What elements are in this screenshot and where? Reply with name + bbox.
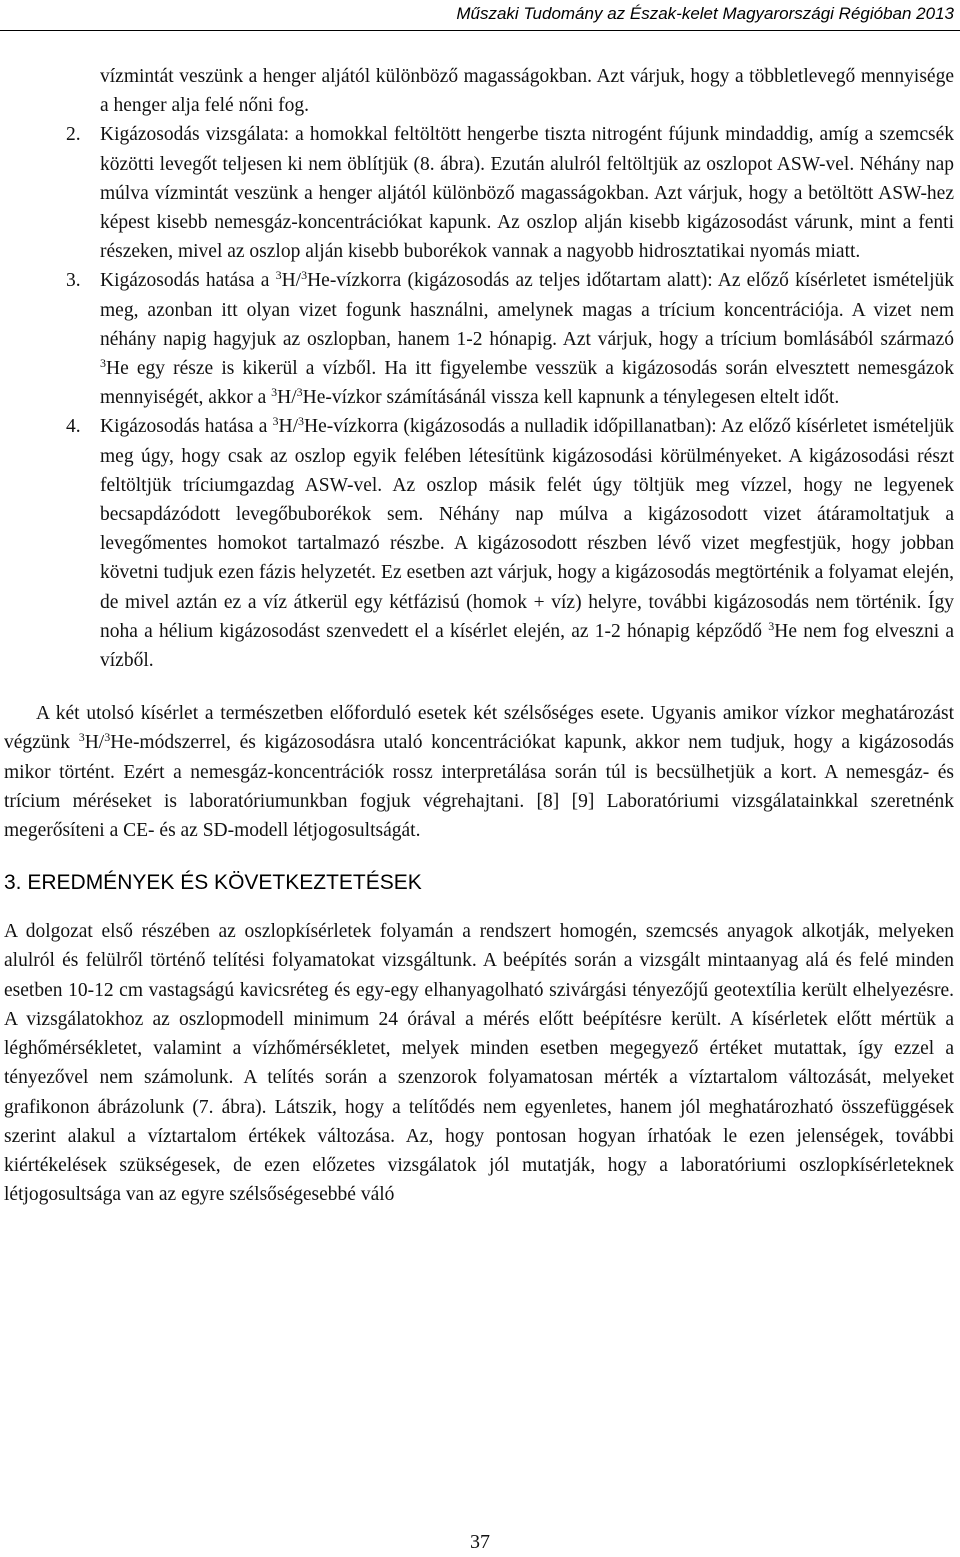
summary-paragraph (0, 699, 960, 845)
text-run: He-módszerrel, és kigázosodásra utaló koncentrációkat kapunk, akkor nem tudjuk, hogy a kigázosodás mikor történt. Ezért a nemesgáz-koncentrációk rossz interpretálása során túl is becsülhetjük a kort. A nemesgáz- és trícium méréseket is laboratóriumunkban fogjuk végrehajtani. [8] [9] Laboratóriumi vizsgálatainkkal szeretnénk megerősíteni a CE- és az SD-modell létjogosultságát. (4, 732, 955, 842)
page-number: 37 (470, 1531, 490, 1553)
text-run: He-vízkor számításánál vissza kell kapnunk a ténylegesen eltelt időt. (302, 387, 840, 409)
continuation-paragraph: vízmintát veszünk a henger aljától különböző magasságokban. Azt várjuk, hogy a többletlevegő mennyisége a henger alja felé nőni fog. (100, 66, 954, 117)
text-run: A két utolsó kísérlet a természetben előforduló esetek két szélsőséges esete. Ugyanis amikor vízkor meghatározást végzünk (4, 703, 954, 754)
list-item (0, 120, 960, 266)
item-number: 4. (66, 416, 81, 438)
text-run: He-vízkorra (kigázosodás az teljes időtartam alatt): Az előző kísérletet ismételjük meg, azonban itt olyan vizet fogunk használni, amelynek magas a trícium koncentrációja. A vizet nem néhány napig hagyjuk az oszlopban, hanem 1-2 hónapig. Azt várjuk, hogy a trícium bomlásából származó (100, 270, 954, 350)
item-number: 3. (66, 270, 81, 292)
superscript: 3 (104, 730, 111, 745)
list-item (0, 412, 960, 675)
superscript: 3 (271, 385, 278, 400)
superscript: 3 (296, 385, 303, 400)
experiment-list (0, 120, 960, 675)
page-content (0, 62, 960, 1209)
list-item (0, 266, 960, 412)
superscript: 3 (100, 356, 106, 371)
text-run: H/ (281, 270, 302, 292)
text-run: H/ (84, 732, 105, 754)
superscript: 3 (768, 618, 775, 633)
superscript: 3 (301, 268, 308, 283)
text-run: Kigázosodás hatása a (100, 270, 276, 292)
results-paragraph: A dolgozat első részében az oszlopkísérletek folyamán a rendszert homogén, szemcsés anyagok alkotják, melyeken alulról és felülről történő telítési folyamatokat vizsgáltunk. A beépítés során a vizsgált mintaanyag alá és felé minden esetben 10-12 cm vastagságú kavicsréteg és egy-egy elhanyagolható szivárgási tényezőjű geotextília került elhelyezésre. A vizsgálatokhoz az oszlopmodell minimum 24 órával a mérés előtt beépítésre került. A kísérletek előtt mértük a léghőmérsékletet, valamint a vízhőmérsékletet, melyek minden esetben megegyező értéket mutattak, így ezzel a tényezővel nem számolunk. A telítés során a szenzorok folyamatosan mérték a víztartalom változását, melyeket grafikonon ábrázolunk (7. ábra). Látszik, hogy a telítődés nem egyenletes, hanem jól meghatározható összefüggések szerint alakul a víztartalom értékek változása. Az, hogy pontosan hogyan írhatóak le ezen jelenségek, további kiértékelések szükségesek, de ezen előzetes vizsgálatok jól mutatják, hogy a laboratóriumi oszlopkísérleteknek létjogosultsága van az egyre szélsőségesebbé váló (4, 921, 954, 1206)
text-run: Kigázosodás hatása a (100, 416, 273, 438)
text-run: H/ (278, 416, 299, 438)
text-run: Kigázosodás vizsgálata: a homokkal feltöltött hengerbe tiszta nitrogént fújunk mindaddig, amíg a szemcsék közötti levegőt teljesen ki nem öblítjük (8. ábra). Ezután alulról feltöltjük az oszlopot ASW-vel. Néhány nap múlva vízmintát veszünk a henger aljától különböző magasságokban. Azt várjuk, hogy a betöltött ASW-hez képest kisebb nemesgáz-koncentrációkat kapunk. Az oszlop alján kisebb kigázosodást várunk, mint a fenti részeken, mivel az oszlop alján kisebb buborékok vannak a nagyobb hidrosztatikai nyomás miatt. (100, 124, 954, 263)
spacer (0, 675, 960, 699)
text-run: He egy része is kikerül a vízből. Ha itt figyelembe vesszük a kigázosodás során elvesztett nemesgázok mennyiségét, akkor a (100, 358, 954, 409)
header-rule (0, 30, 960, 31)
section-heading: 3. EREDMÉNYEK ÉS KÖVETKEZTETÉSEK (4, 871, 422, 895)
superscript: 3 (272, 414, 279, 429)
superscript: 3 (298, 414, 305, 429)
text-run: He-vízkorra (kigázosodás a nulladik időpillanatban): Az előző kísérletet ismételjük meg úgy, hogy csak az oszlop egyik felében létesítünk kigázosodási körülményeket. A kigázosodási részt feltöltjük tríciumgazdag ASW-vel. Az oszlop másik felét úgy töltjük meg vízzel, hogy ne legyenek becsapdázódott levegőbuborékok sem. Néhány nap múlva a kigázosodott vizet átáramoltatjuk a levegőmentes homokot tartalmazó részbe. A kigázosodott részben lévő vizet megfestjük, hogy jobban követni tudjuk ezen fázis helyzetét. Ez esetben azt várjuk, hogy a kigázosodás megtörténik a folyamat elején, de mivel aztán ez a víz átkerül egy kétfázisú (homok + víz) helyre, további kigázosodás nem történik. Így noha a hélium kigázosodást szenvedett el a kísérlet elején, az 1-2 hónapig képződő (100, 416, 954, 642)
running-header: Műszaki Tudomány az Észak-kelet Magyarországi Régióban 2013 (456, 4, 954, 23)
text-run: H/ (277, 387, 297, 409)
superscript: 3 (275, 268, 282, 283)
item-text (100, 120, 954, 266)
superscript: 3 (78, 730, 85, 745)
item-text (100, 266, 954, 412)
item-text (100, 412, 954, 675)
text-run: He nem fog elveszni a vízből. (100, 620, 954, 672)
item-number: 2. (66, 124, 81, 146)
